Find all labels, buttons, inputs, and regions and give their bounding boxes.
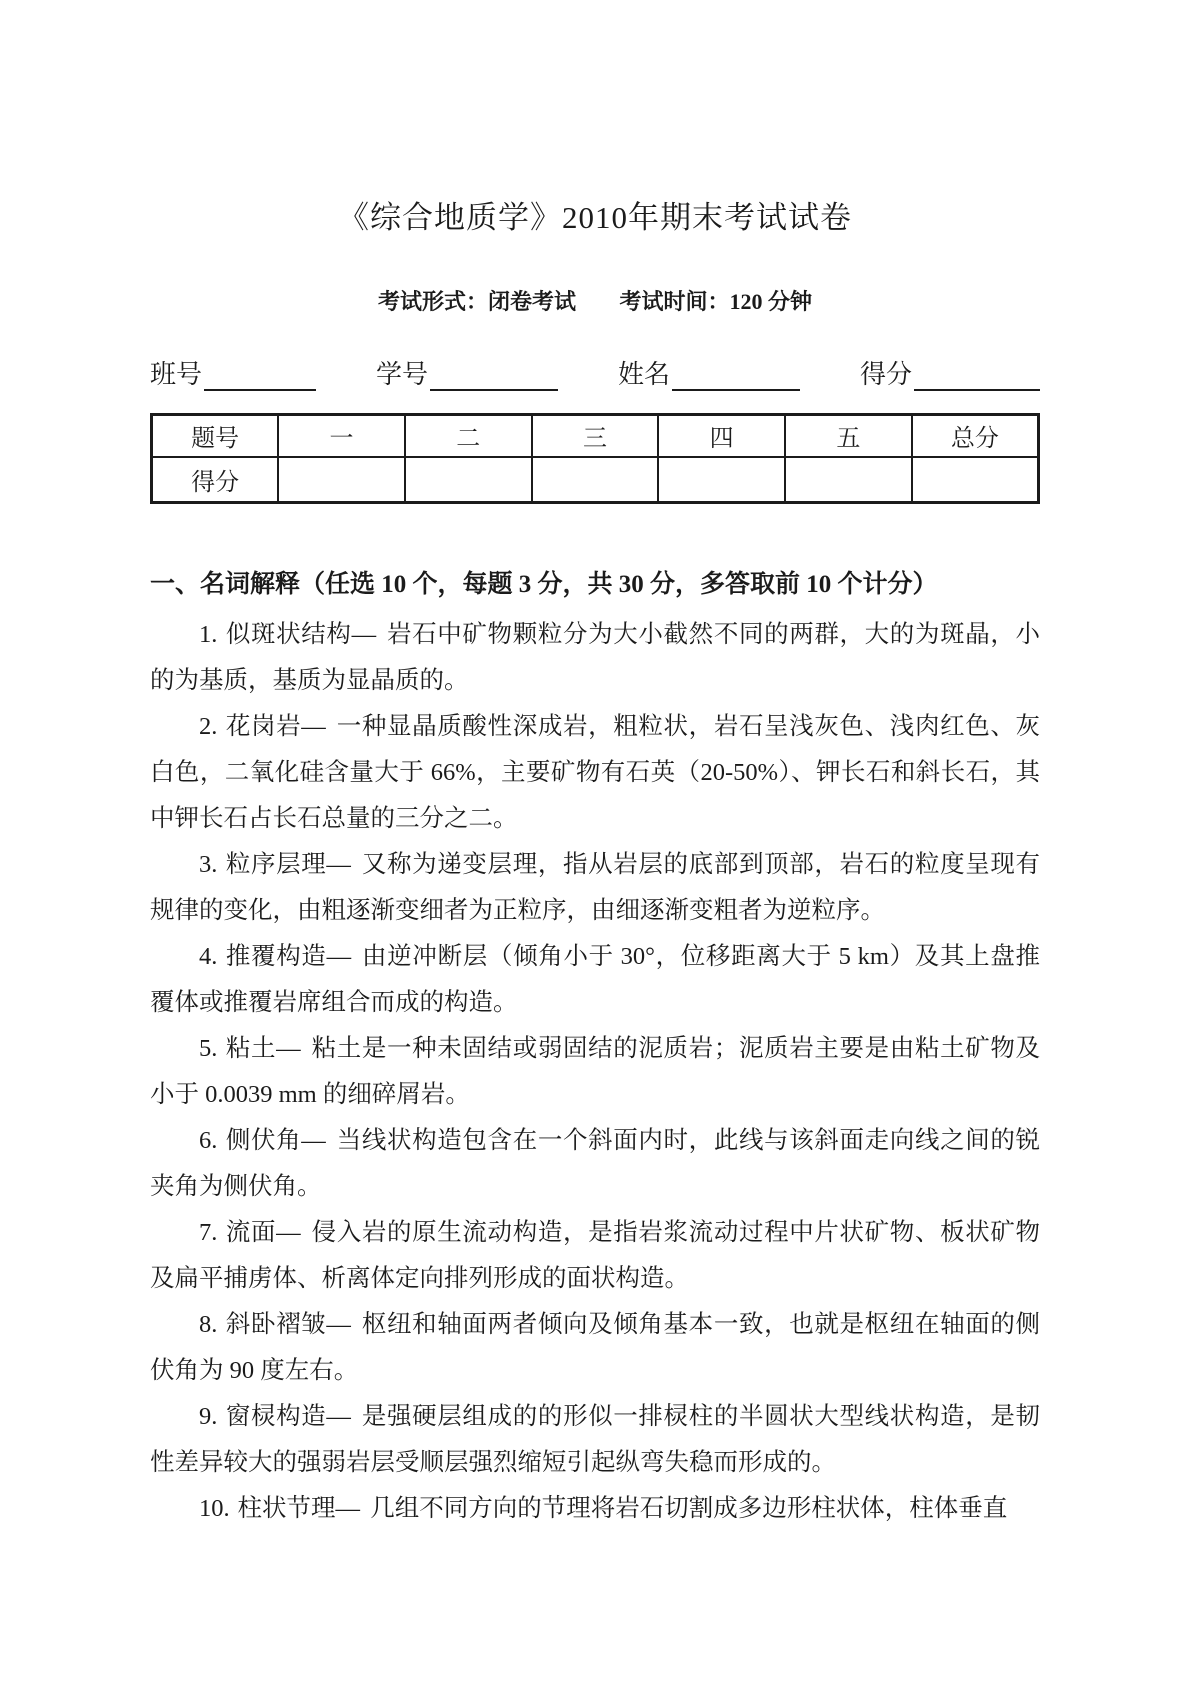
- student-id-field: [376, 354, 558, 391]
- item-number: 10.: [199, 1495, 230, 1522]
- exam-time-label: 考试时间：120 分钟: [619, 289, 813, 314]
- definition-item: [150, 1118, 1040, 1210]
- score-cell: [912, 457, 1039, 503]
- item-term: 窗棂构造: [225, 1403, 327, 1430]
- exam-meta-line: [150, 285, 1040, 316]
- definition-item: [150, 1394, 1040, 1486]
- class-number-field: [150, 354, 316, 391]
- item-term: 斜卧褶皱: [225, 1311, 327, 1338]
- em-dash: —: [335, 1495, 360, 1522]
- em-dash: —: [326, 851, 351, 878]
- definition-item: [150, 842, 1040, 934]
- item-term: 侧伏角: [225, 1127, 302, 1154]
- item-number: 8.: [199, 1311, 218, 1338]
- item-definition: 是强硬层组成的的形似一排棂柱的半圆状大型线状构造，是韧性差异较大的强弱岩层受顺层强烈缩短引起纵弯失稳而形成的。: [150, 1403, 1041, 1476]
- item-term: 柱状节理: [237, 1495, 336, 1522]
- score-table-header-cell: 五: [785, 415, 912, 457]
- item-definition: 岩石中矿物颗粒分为大小截然不同的两群，大的为斑晶，小的为基质，基质为显晶质的。: [150, 621, 1041, 694]
- section-one-heading: 一、名词解释（任选 10 个，每题 3 分，共 30 分，多答取前 10 个计分）: [150, 571, 938, 598]
- item-number: 9.: [199, 1403, 218, 1430]
- em-dash: —: [326, 1403, 351, 1430]
- score-table-header-cell: 总分: [912, 415, 1039, 457]
- score-table: [150, 413, 1040, 504]
- score-table-header-cell: 二: [405, 415, 532, 457]
- definition-item: [150, 1302, 1040, 1394]
- item-term: 粒序层理: [225, 851, 327, 878]
- item-term: 花岗岩: [225, 713, 302, 740]
- score-table-header-row: [152, 415, 1039, 457]
- item-definition: 侵入岩的原生流动构造，是指岩浆流动过程中片状矿物、板状矿物及扁平捕虏体、析离体定向排列形成的面状构造。: [150, 1219, 1041, 1292]
- score-cell: [532, 457, 659, 503]
- em-dash: —: [301, 1127, 326, 1154]
- definition-item: [150, 1026, 1040, 1118]
- item-definition: 由逆冲断层（倾角小于 30°，位移距离大于 5 km）及其上盘推覆体或推覆岩席组合而成的构造。: [150, 943, 1041, 1016]
- item-definition: 当线状构造包含在一个斜面内时，此线与该斜面走向线之间的锐夹角为侧伏角。: [150, 1127, 1041, 1200]
- exam-form-label: 考试形式：闭卷考试: [377, 289, 576, 314]
- definition-item: [150, 704, 1040, 842]
- definition-item: [150, 934, 1040, 1026]
- definition-item: [150, 1210, 1040, 1302]
- score-table-header-cell: 题号: [152, 415, 279, 457]
- em-dash: —: [276, 1035, 301, 1062]
- item-number: 3.: [199, 851, 218, 878]
- item-definition: 粘土是一种未固结或弱固结的泥质岩；泥质岩主要是由粘土矿物及小于 0.0039 mm 的细碎屑岩。: [150, 1035, 1041, 1108]
- item-term: 流面: [225, 1219, 277, 1246]
- page-content: [150, 0, 1040, 1532]
- score-cell: [658, 457, 785, 503]
- name-fill-line: [672, 362, 800, 391]
- em-dash: —: [326, 1311, 351, 1338]
- score-table-header-cell: 四: [658, 415, 785, 457]
- item-number: 7.: [199, 1219, 218, 1246]
- item-number: 4.: [199, 943, 218, 970]
- item-definition: 枢纽和轴面两者倾向及倾角基本一致，也就是枢纽在轴面的侧伏角为 90 度左右。: [150, 1311, 1041, 1384]
- score-cell: [785, 457, 912, 503]
- em-dash: —: [351, 621, 377, 648]
- item-term: 似斑状结构: [225, 621, 352, 648]
- score-cell: [278, 457, 405, 503]
- class-number-fill-line: [204, 362, 316, 391]
- score-fill-line: [914, 362, 1040, 391]
- class-number-label: 班号: [150, 360, 203, 389]
- student-id-label: 学号: [375, 360, 428, 389]
- score-label: 得分: [859, 360, 912, 389]
- item-definition: 一种显晶质酸性深成岩，粗粒状，岩石呈浅灰色、浅肉红色、灰白色，二氧化硅含量大于 66%，主要矿物有石英（20-50%）、钾长石和斜长石，其中钾长石占长石总量的三分之二。: [150, 713, 1041, 832]
- score-cell: [405, 457, 532, 503]
- item-number: 2.: [199, 713, 218, 740]
- em-dash: —: [326, 943, 352, 970]
- em-dash: —: [276, 1219, 301, 1246]
- definition-list: [150, 612, 1040, 1532]
- score-table-score-row: [152, 457, 1039, 503]
- item-number: 5.: [199, 1035, 218, 1062]
- name-field: [618, 354, 800, 391]
- student-id-fill-line: [430, 362, 558, 391]
- score-table-header-cell: 三: [532, 415, 659, 457]
- score-row-label: 得分: [152, 457, 279, 503]
- item-definition: 几组不同方向的节理将岩石切割成多边形柱状体，柱体垂直: [370, 1495, 1008, 1522]
- score-table-header-cell: 一: [278, 415, 405, 457]
- item-number: 6.: [199, 1127, 218, 1154]
- name-label: 姓名: [617, 360, 670, 389]
- page-title: 《综合地质学》2010年期末考试试卷: [338, 200, 852, 235]
- definition-item: [150, 1486, 1040, 1532]
- item-definition: 又称为递变层理，指从岩层的底部到顶部，岩石的粒度呈现有规律的变化，由粗逐渐变细者为正粒序，由细逐渐变粗者为逆粒序。: [150, 851, 1041, 924]
- student-info-row: [150, 354, 1040, 391]
- item-term: 推覆构造: [225, 943, 327, 970]
- item-term: 粘土: [225, 1035, 277, 1062]
- item-number: 1.: [199, 621, 218, 648]
- score-field: [860, 354, 1040, 391]
- em-dash: —: [301, 713, 326, 740]
- definition-item: [150, 612, 1040, 704]
